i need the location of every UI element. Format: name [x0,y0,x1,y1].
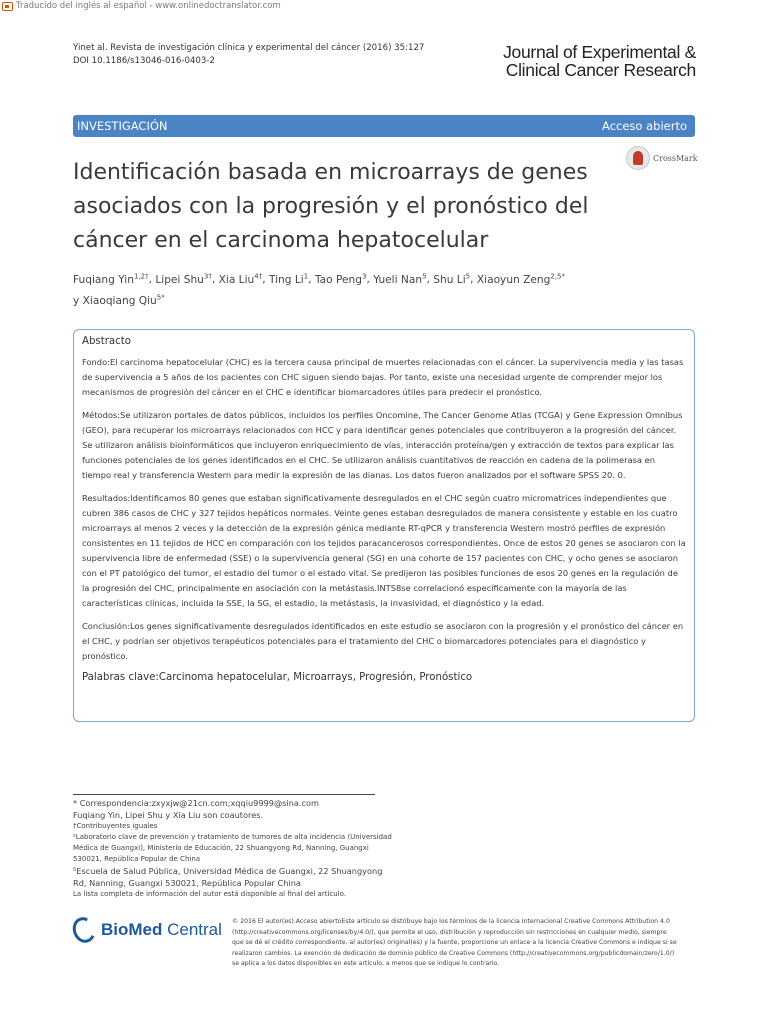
open-access-label: Acceso abierto [602,119,687,133]
author: Yueli Nan$^5$ [373,272,427,286]
author: Xia Liu$^{4\dagger}$ [218,272,263,286]
coauthors-note: Fuqiang Yin, Lipei Shu y Xia Liu son coautores. [73,810,264,820]
translator-text[interactable]: Traducido del inglés al español - www.onlinedoctranslator.com [16,1,281,11]
equal-contributors: †Contribuyentes iguales [73,822,158,830]
biomed-central-logo-icon [69,914,99,946]
abstract-conclusion: Conclusión:Los genes significativamente desregulados identificados en este estudio se asociaron con la progresión y el pronóstico del cáncer en el CHC, y podrían ser objetivos terapéuticos potenciales para el tratamiento del CHC o biomarcadores potenciales para el diagnóstico y pronóstico. [82,621,684,661]
license-text: © 2016 El autor(es).Acceso abiertoEste artículo se distribuye bajo los términos de la licencia Internacional Creative Commons Attribution 4.0 (http://creativecommons.org/licenses/by/4.0/), que permite el uso, distribución y reproducción sin restricciones en cualquier medio, siempre que se dé el crédito correspondiente. al autor(es) original(es) y la fuente, proporcione un enlace a la licencia Creative Commons e indique si se realizaron cambios. La exención de dedicación de dominio público de Creative Commons (http://creativecommons.org/publicdomain/zero/1.0/) se aplica a los datos disponibles en este artículo, a menos que se indique lo contrario. [232,918,677,967]
footnote-divider [73,794,375,795]
publisher-name: BioMed Central [101,920,222,939]
author: Shu Li$^5$ [433,272,471,286]
crossmark-label: CrossMark [653,153,698,163]
article-title: Identificación basada en microarrays de genes asociados con la progresión y el pronóstico del cáncer en el carcinoma hepatocelular [73,160,589,253]
crossmark-icon [626,146,650,170]
footnotes [73,797,393,900]
journal-name-line2: Clinical Cancer Research [505,60,696,80]
full-author-info-note: La lista completa de información del autor está disponible al final del artículo. [73,890,347,898]
publisher-logo [73,917,222,943]
correspondence: * Correspondencia:zxyxjw@21cn.com;xqqiu9999@sina.com [73,798,320,808]
keywords: Palabras clave:Carcinoma hepatocelular, Microarrays, Progresión, Pronóstico [82,672,473,683]
citation-block [73,42,424,68]
abstract-heading: Abstracto [82,336,131,347]
author: Xiaoyun Zeng$^{2,5*}$ [476,272,565,286]
affiliation-2: ²Laboratorio clave de prevención y tratamiento de tumores de alta incidencia (Universidad Médica de Guangxi), Ministerio de Educación, 22 Shuangyong Rd, Nanning, Guangxi 530021, República Popular de China [73,833,392,863]
author: Fuqiang Yin$^{1,2\dagger}$ [73,272,149,286]
citation: Yinet al. Revista de investigación clínica y experimental del cáncer (2016) 35:127 [73,43,425,53]
translator-banner[interactable] [0,0,281,12]
author-last: y Xiaoqiang Qiu$^{5*}$ [73,293,165,308]
section-label: INVESTIGACIÓN [77,119,168,133]
doi: DOI 10.1186/s13046-016-0403-2 [73,56,215,66]
author-list: Fuqiang Yin$^{1,2\dagger}$, Lipei Shu$^{3\dagger}$, Xia Liu$^{4\dagger}$, Ting Li$^1$, Tao Peng$^3$, Yueli Nan$^5$, Shu Li$^5$, Xiaoyun Zeng$^{2,5*}$ y Xiaoqiang Qiu$^{5*}$ [73,272,565,308]
abstract-box [73,329,695,722]
crossmark-button[interactable] [626,146,698,170]
journal-logo [470,43,696,79]
affiliation-5: ⁵Escuela de Salud Pública, Universidad Médica de Guangxi, 22 Shuangyong Rd, Nanning, Guangxi 530021, República Popular China [73,866,383,888]
abstract-results: Resultados:Identificamos 80 genes que estaban significativamente desregulados en el CHC según cuatro micromatrices independientes que cubren 386 casos de CHC y 327 tejidos hepáticos normales. Veinte genes estaban desregulados de manera consistente y estable en los cuatro microarrays al menos 2 veces y la detección de la expresión génica mediante RT-qPCR y transferencia Western mostró perfiles de expresión consistentes en 11 tejidos de HCC en comparación con los tejidos paracancerosos correspondientes. Once de estos 20 genes se asociaron con la supervivencia libre de enfermedad (SSE) o la supervivencia general (SG) en una cohorte de 157 pacientes con CHC, y ocho genes se asociaron con el PT patológico del tumor, el estadio del tumor o el estado vital. Se predijeron las posibles funciones de esos 20 genes en la regulación de la progresión del CHC, principalmente en asociación con la metástasis.INTS8se correlacionó específicamente con la mayoría de las características clínicas, incluida la SSE, la SG, el estadio, la metástasis, la invasividad, el diagnóstico y la edad. [82,493,686,608]
author: Tao Peng$^3$ [314,272,367,286]
abstract-background: Fondo:El carcinoma hepatocelular (CHC) es la tercera causa principal de muertes relacionadas con el cáncer. La supervivencia media y las tasas de supervivencia a 5 años de los pacientes con CHC siguen siendo bajas. Por tanto, existe una necesidad urgente de comprender mejor los mecanismos de progresión del cáncer en el CHC e identificar biomarcadores útiles para predecir el pronóstico. [82,357,684,397]
translate-icon [2,2,13,11]
author: Ting Li$^1$ [268,272,309,286]
journal-name-line1: Journal of Experimental & [503,42,696,62]
abstract-methods: Métodos:Se utilizaron portales de datos públicos, incluidos los perfiles Oncomine, The Cancer Genome Atlas (TCGA) y Gene Expression Omnibus (GEO), para recuperar los microarrays relacionados con HCC y para identificar genes potenciales que contribuyeron a la progresión del cáncer. Se utilizaron análisis bioinformáticos que incluyeron enriquecimiento de vías, interacción proteína/gen y extracción de textos para explicar las funciones potenciales de los genes identificados en el CHC. Se utilizaron análisis cuantitativos de reacción en cadena de la polimerasa en tiempo real y transferencia Western para medir la expresión de las dianas. Los datos fueron analizados por el software SPSS 20. 0. [82,410,683,480]
section-bar [73,115,695,137]
author: Lipei Shu$^{3\dagger}$ [155,272,212,286]
